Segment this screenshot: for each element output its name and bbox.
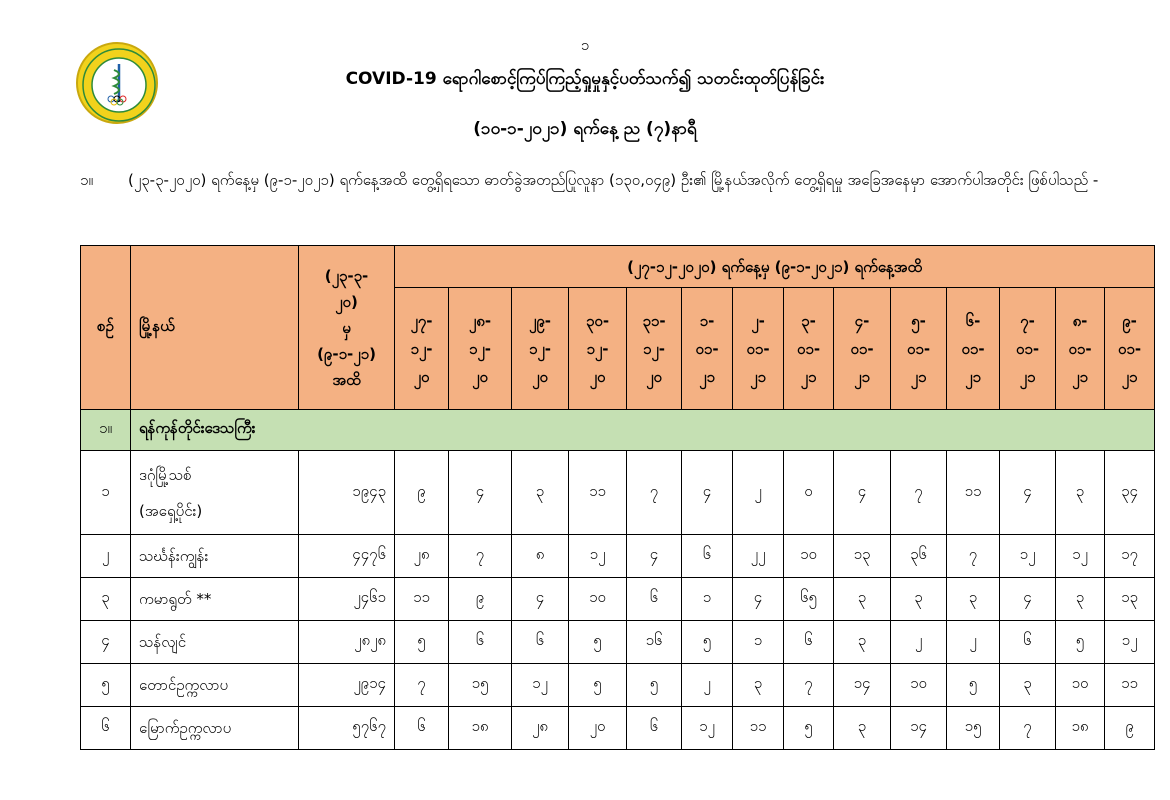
township-cell	[131, 664, 299, 707]
daily-count-cell: ၁၀	[891, 664, 947, 707]
daily-count-cell: ၁၃	[834, 535, 891, 578]
daily-count-cell: ၄	[449, 451, 512, 535]
header-date-part: ၉-	[1122, 311, 1137, 330]
daily-count-cell: ၃	[1056, 451, 1105, 535]
header-date-part: ၁၂-	[468, 339, 492, 358]
header-date-13	[1056, 288, 1105, 410]
daily-count-cell: ၄	[834, 451, 891, 535]
daily-count-cell: ၁	[733, 621, 784, 664]
daily-count-cell: ၇	[784, 664, 834, 707]
header-date-part: ၂၀	[646, 367, 662, 386]
header-date-9	[834, 288, 891, 410]
header-total-line: ၂၀)	[335, 292, 358, 311]
daily-count-cell: ၁၁	[395, 578, 449, 621]
header-date-part: ၂၇-	[410, 311, 433, 330]
header-date-part: ၀၁-	[746, 339, 770, 358]
daily-count-cell: ၁၁	[947, 451, 1000, 535]
header-date-part: ၅-	[911, 311, 926, 330]
daily-count-cell: ၃	[1056, 578, 1105, 621]
header-date-8	[784, 288, 834, 410]
header-total-line: (၉-၁-၂၁)	[317, 344, 376, 363]
daily-count-cell: ၁၂	[1105, 621, 1155, 664]
daily-count-cell: ၃၆	[891, 535, 947, 578]
daily-count-cell: ၄	[627, 535, 682, 578]
daily-count-cell: ၁၂	[512, 664, 569, 707]
header-date-part: ၂-	[751, 311, 765, 330]
serial-no-cell: ၂	[81, 535, 131, 578]
daily-count-cell: ၁၅	[449, 664, 512, 707]
daily-count-cell: ၁၇	[1105, 535, 1155, 578]
daily-count-cell: ၆	[784, 621, 834, 664]
daily-count-cell: ၂၈	[512, 707, 569, 750]
township-name-line: မြောက်ဥက္ကလာပ	[139, 719, 232, 737]
header-date-part: ၈-	[1072, 311, 1088, 330]
serial-no-cell: ၁	[81, 451, 131, 535]
header-date-4	[569, 288, 627, 410]
header-date-part: ၁၂-	[410, 339, 433, 358]
header-date-14	[1105, 288, 1155, 410]
daily-count-cell: ၁၀	[784, 535, 834, 578]
daily-count-cell: ၁၅	[947, 707, 1000, 750]
daily-count-cell: ၁၂	[569, 535, 627, 578]
serial-no-cell: ၅	[81, 664, 131, 707]
daily-count-cell: ၁၄	[891, 707, 947, 750]
daily-count-cell: ၂၂	[733, 535, 784, 578]
header-date-part: ၂၁	[1019, 367, 1036, 386]
township-name-line: တောင်ဥက္ကလာပ	[139, 676, 229, 694]
daily-count-cell: ၁၆	[627, 621, 682, 664]
header-date-part: ၂၀	[413, 367, 430, 386]
table-row	[81, 664, 1155, 707]
header-date-part: ၀၁-	[961, 339, 985, 358]
header-date-part: ၄-	[854, 311, 870, 330]
daily-count-cell: ၆	[1000, 621, 1056, 664]
table-row	[81, 535, 1155, 578]
header-date-part: ၀၁-	[796, 339, 821, 358]
header-date-range: (၂၇-၁၂-၂၀၂၀) ရက်နေ့မှ (၉-၁-၂၀၂၁) ရက်နေ့အထိ	[395, 246, 1155, 288]
daily-count-cell: ၁၈	[1056, 707, 1105, 750]
daily-count-cell: ၃	[733, 664, 784, 707]
cumulative-total-cell: ၂၉၁၄	[299, 664, 395, 707]
serial-no-cell: ၆	[81, 707, 131, 750]
daily-count-cell: ၁၃	[1105, 578, 1155, 621]
daily-count-cell: ၄	[512, 578, 569, 621]
header-date-part: ၁၂-	[528, 339, 552, 358]
header-date-part: ၃-	[801, 311, 816, 330]
header-date-5	[627, 288, 682, 410]
daily-count-cell: ၀	[784, 451, 834, 535]
table-row	[81, 578, 1155, 621]
header-date-part: ၂၁	[699, 367, 715, 386]
daily-count-cell: ၄	[1000, 451, 1056, 535]
daily-count-cell: ၅	[947, 664, 1000, 707]
township-case-table	[80, 245, 1155, 750]
report-datetime: (၁၀-၁-၂၀၂၁) ရက်နေ့ ည (၇)နာရီ	[473, 119, 697, 139]
daily-count-cell: ၆	[627, 707, 682, 750]
daily-count-cell: ၂	[891, 621, 947, 664]
daily-count-cell: ၁၄	[834, 664, 891, 707]
township-cell	[131, 535, 299, 578]
daily-count-cell: ၆	[395, 707, 449, 750]
daily-count-cell: ၄	[733, 578, 784, 621]
cumulative-total-cell: ၂၄၆၁	[299, 578, 395, 621]
header-date-part: ၂၁	[1121, 367, 1138, 386]
region-row	[81, 410, 1155, 451]
region-name: ရန်ကုန်တိုင်းဒေသကြီး	[131, 410, 1155, 451]
daily-count-cell: ၃	[1000, 664, 1056, 707]
daily-count-cell: ၅	[784, 707, 834, 750]
header-date-7	[733, 288, 784, 410]
daily-count-cell: ၃	[834, 578, 891, 621]
header-date-part: ၁၂-	[642, 339, 666, 358]
daily-count-cell: ၄	[682, 451, 733, 535]
daily-count-cell: ၃	[834, 707, 891, 750]
township-cell	[131, 451, 299, 535]
daily-count-cell: ၆	[682, 535, 733, 578]
daily-count-cell: ၈	[512, 535, 569, 578]
intro-paragraph	[80, 160, 1140, 200]
cumulative-total-cell: ၁၉၄၃	[299, 451, 395, 535]
daily-count-cell: ၅	[682, 621, 733, 664]
township-name-line: ဒဂုံမြို့သစ်	[139, 465, 192, 484]
daily-count-cell: ၂	[947, 621, 1000, 664]
daily-count-cell: ၉	[1105, 707, 1155, 750]
table-row	[81, 451, 1155, 535]
page-number: ၁	[580, 36, 590, 54]
daily-count-cell: ၇	[395, 664, 449, 707]
cumulative-total-cell: ၄၄၇၆	[299, 535, 395, 578]
daily-count-cell: ၅	[569, 664, 627, 707]
daily-count-cell: ၃	[834, 621, 891, 664]
daily-count-cell: ၉	[395, 451, 449, 535]
header-date-part: ၀၁-	[906, 339, 931, 358]
township-name-line: (အရှေ့ပိုင်း)	[139, 501, 203, 520]
header-date-part: ၁-	[699, 311, 715, 330]
daily-count-cell: ၇	[947, 535, 1000, 578]
daily-count-cell: ၆	[512, 621, 569, 664]
header-date-12	[1000, 288, 1056, 410]
daily-count-cell: ၁၁	[569, 451, 627, 535]
daily-count-cell: ၂	[682, 664, 733, 707]
daily-count-cell: ၇	[449, 535, 512, 578]
township-cell	[131, 707, 299, 750]
header-date-part: ၀၁-	[850, 339, 874, 358]
daily-count-cell: ၁၂	[682, 707, 733, 750]
daily-count-cell: ၆	[627, 578, 682, 621]
daily-count-cell: ၉	[449, 578, 512, 621]
header-date-part: ၀၁-	[1117, 339, 1142, 358]
daily-count-cell: ၆	[449, 621, 512, 664]
serial-no-cell: ၃	[81, 578, 131, 621]
daily-count-cell: ၅	[569, 621, 627, 664]
daily-count-cell: ၇	[891, 451, 947, 535]
daily-count-cell: ၃	[891, 578, 947, 621]
header-total-line: (၂၃-၃-	[324, 266, 369, 285]
daily-count-cell: ၂၈	[395, 535, 449, 578]
table-row	[81, 621, 1155, 664]
header-date-6	[682, 288, 733, 410]
daily-count-cell: ၅	[627, 664, 682, 707]
township-cell	[131, 621, 299, 664]
daily-count-cell: ၇	[1000, 707, 1056, 750]
header-serial-no: စဉ်	[81, 246, 131, 410]
daily-count-cell: ၂၀	[569, 707, 627, 750]
township-name-line: သန်လျင်	[139, 633, 187, 651]
header-date-part: ၂၀	[589, 367, 606, 386]
daily-count-cell: ၄	[1000, 578, 1056, 621]
daily-count-cell: ၆၅	[784, 578, 834, 621]
daily-count-cell: ၅	[395, 621, 449, 664]
daily-count-cell: ၃၄	[1105, 451, 1155, 535]
header-date-11	[947, 288, 1000, 410]
header-date-part: ၀၁-	[1015, 339, 1040, 358]
header-date-part: ၀၁-	[1068, 339, 1092, 358]
header-date-2	[449, 288, 512, 410]
header-date-part: ၂၁	[1072, 367, 1088, 386]
serial-no-cell: ၄	[81, 621, 131, 664]
daily-count-cell: ၁	[682, 578, 733, 621]
header-date-part: ၂၁	[800, 367, 817, 386]
paragraph-number: ၁။	[80, 171, 93, 189]
daily-count-cell: ၅	[1056, 621, 1105, 664]
daily-count-cell: ၁၀	[569, 578, 627, 621]
daily-count-cell: ၁၁	[1105, 664, 1155, 707]
header-date-part: ၂၀	[532, 367, 548, 386]
daily-count-cell: ၁၈	[449, 707, 512, 750]
header-total-line: မှ	[342, 318, 351, 337]
region-number: ၁။	[81, 410, 131, 451]
header-date-3	[512, 288, 569, 410]
header-cumulative-total	[299, 246, 395, 410]
cumulative-total-cell: ၂၈၂၈	[299, 621, 395, 664]
intro-text: (၂၃-၃-၂၀၂၀) ရက်နေ့မှ (၉-၁-၂၀၂၁) ရက်နေ့အထိ တွေ့ရှိရသော ဓာတ်ခွဲအတည်ပြုလူနာ (၁၃၀,၀၄၉) ဦး၏ မြို့နယ်အလိုက် တွေ့ရှိရမှု အခြေအနေမှာ အောက်ပါအတိုင်း ဖြစ်ပါသည် -	[128, 171, 1099, 189]
daily-count-cell: ၇	[627, 451, 682, 535]
header-date-part: ၇-	[1020, 311, 1035, 330]
township-name-line: သင်္ဃန်းကျွန်း	[139, 547, 209, 565]
header-township: မြို့နယ်	[131, 246, 299, 410]
header-date-part: ၂၈-	[468, 311, 492, 330]
daily-count-cell: ၁၀	[1056, 664, 1105, 707]
header-date-part: ၂၁	[965, 367, 981, 386]
township-name-line: ကမာရွတ် **	[139, 590, 212, 608]
header-date-part: ၂၁	[750, 367, 766, 386]
header-date-part: ၆-	[965, 311, 981, 330]
cumulative-total-cell: ၅၇၆၇	[299, 707, 395, 750]
header-date-1	[395, 288, 449, 410]
header-date-10	[891, 288, 947, 410]
header-date-part: ၂၀	[472, 367, 488, 386]
header-total-line: အထိ	[332, 370, 361, 389]
header-date-part: ၂၁	[854, 367, 870, 386]
header-date-part: ၃၁-	[642, 311, 666, 330]
header-date-part: ၂၉-	[528, 311, 552, 330]
daily-count-cell: ၂	[733, 451, 784, 535]
daily-count-cell: ၁၁	[733, 707, 784, 750]
daily-count-cell: ၁၂	[1056, 535, 1105, 578]
page-title: COVID-19 ရောဂါစောင့်ကြပ်ကြည့်ရှုမှုနှင့်ပတ်သက်၍ သတင်းထုတ်ပြန်ခြင်း	[345, 69, 825, 89]
daily-count-cell: ၃	[512, 451, 569, 535]
table-row	[81, 707, 1155, 750]
header-date-part: ၂၁	[910, 367, 927, 386]
daily-count-cell: ၁၂	[1000, 535, 1056, 578]
header-date-part: ၀၁-	[695, 339, 719, 358]
header-date-part: ၁၂-	[586, 339, 609, 358]
daily-count-cell: ၃	[947, 578, 1000, 621]
header-date-part: ၃၀-	[585, 311, 610, 330]
township-cell	[131, 578, 299, 621]
